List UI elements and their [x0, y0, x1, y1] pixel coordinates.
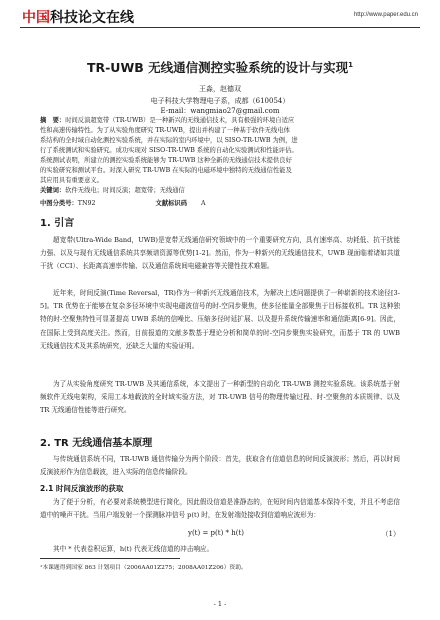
logo-black-text: 科技论文在线: [50, 10, 134, 26]
abstract-line: 时间反演超宽带（TR-UWB）是一种新兴的无线通信技术，具有极强的环境自适应: [65, 117, 295, 124]
header-rule: [20, 27, 420, 28]
section-1-paragraph: 近年来，时间反演(Time Reversal，TR)作为一种新兴无线通信技术，为解决上述问题提供了一种崭新的技术途径[3-5]。TR 优势在于能够在复杂多径环境中实现电磁波信号的时-空同步聚焦，使多径能量全部聚焦于目标接收机。TR 这种独特的时-空聚焦特性可显著提高 UWB 系统的信噪比、压缩多径时延扩展、以及提升系统传输速率和通信距离[6-9]。因此，在国际上受到高度关注。然而，目前报道的文献多数基于理论分析和简单的时-空同步聚焦实验研究，而基于 TR 的 UWB 无线通信技术及其系统研究，还缺乏大量的实验证明。: [40, 289, 400, 350]
abstract-line: 行了系统测试和实验研究。成功实现对 SISO-TR-UWB 系统的自动化实验测试和性能评估。: [40, 147, 298, 154]
footnote: ¹本课题得到国家 863 计划项目（2006AA01Z275；2008AA01Z206）资助。: [40, 565, 247, 571]
abstract-line: 其应用具有重要意义。: [40, 177, 103, 184]
abstract-line: 性和高速传输特性。为了从实验角度研究 TR-UWB，提出并构建了一种基于软件无线电体: [40, 127, 290, 134]
keywords-label: 关键词：: [40, 187, 66, 194]
affiliation: 电子科技大学物理电子系，成都（610054）: [150, 97, 290, 105]
keywords: [40, 186, 400, 196]
section-2-1-paragraph: 为了便于分析，有必要对系统模型进行简化，因此假设信道是准静态的，在短时间内信道基本保持不变，并且不考虑信道中的噪声干扰。当用户端发射一个探测脉冲信号 p(t) 时，在发射端处接收到信道响应波形为：: [40, 498, 400, 520]
page-number: - 1 -: [213, 600, 227, 608]
section-1-paragraph: 为了从实验角度研究 TR-UWB 及其通信系统，本文提出了一种新型的自动化 TR-UWB 测控实验系统。该系统基于射频软件无线电架构，采用工本地载波的全时域实验方法，对 TR-UWB 信号的物理传输过程、时-空聚焦的本质规律、以及 TR 无线通信性能等进行研究。: [40, 380, 400, 415]
doc-code-label: 文献标识码: [155, 200, 187, 207]
section-2-1-heading: 2.1 时间反演波形的获取: [40, 484, 124, 493]
abstract-line: 系统测试表明，所建立的测控实验系统能够为 TR-UWB 这种全新的无线通信技术提供良好: [40, 157, 292, 164]
email[interactable]: E-mail：wangmiao27@gmail.com: [160, 107, 280, 115]
classification-label: 中图分类号：: [40, 200, 78, 207]
equation-number: （1）: [381, 530, 400, 538]
logo-red-text: 中国: [22, 10, 50, 26]
classification-line: [40, 198, 400, 207]
doc-code: A: [201, 200, 206, 207]
abstract-line: 系结构的全时域自动化测控实验系统，并在实际的室内环境中，以 SISO-TR-UWB 为例，进: [40, 137, 298, 144]
footnote-rule: [40, 558, 180, 559]
equation-formula: y(t) = p(t) * h(t): [188, 529, 245, 537]
section-1-heading: 1. 引言: [40, 218, 75, 229]
classification-code: TN92: [77, 200, 96, 207]
title-footnote-mark: 1: [348, 60, 354, 69]
section-2-heading: 2. TR 无线通信基本原理: [40, 438, 153, 449]
equation-note: 其中 * 代表卷积运算，h(t) 代表无线信道的冲击响应。: [53, 545, 214, 553]
paper-title-text: TR-UWB 无线通信测控实验系统的设计与实现: [86, 60, 349, 75]
abstract-label: 摘 要：: [40, 117, 66, 124]
site-logo[interactable]: [22, 7, 134, 27]
site-url[interactable]: http://www.paper.edu.cn: [353, 12, 418, 18]
section-2-paragraph: 与传统通信系统不同，TR-UWB 通信传输分为两个阶段：首先，获取含有信道信息的时间反演波形；然后，再以时间反演波形作为信息载波，进入实际的信息传输阶段。: [40, 455, 400, 477]
keywords-text: 软件无线电；时间反演；超宽带；无线通信: [65, 187, 185, 194]
paper-title: [20, 58, 420, 76]
section-1-paragraph: 超宽带(Ultra-Wide Band，UWB)是宽带无线通信研究领域中的一个重要研究方向，具有速率高、功耗低、抗干扰能力强、以及与现有无线通信系统共享频谱资源等优势[1-2]。然而，作为一种新兴的无线通信技术，UWB 现面临着诸如共道干扰（CCI）、长距离高速率传输、以及通信系统间电磁兼容等关键性技术难题。: [40, 236, 400, 271]
abstract-line: 的实验研究和测试平台。对深入研究 TR-UWB 在实际的电磁环境中独特的无线通信性能及: [40, 167, 292, 174]
header-bar: [0, 0, 440, 30]
abstract: [40, 116, 400, 186]
authors: 王淼，赵德双: [199, 85, 241, 93]
